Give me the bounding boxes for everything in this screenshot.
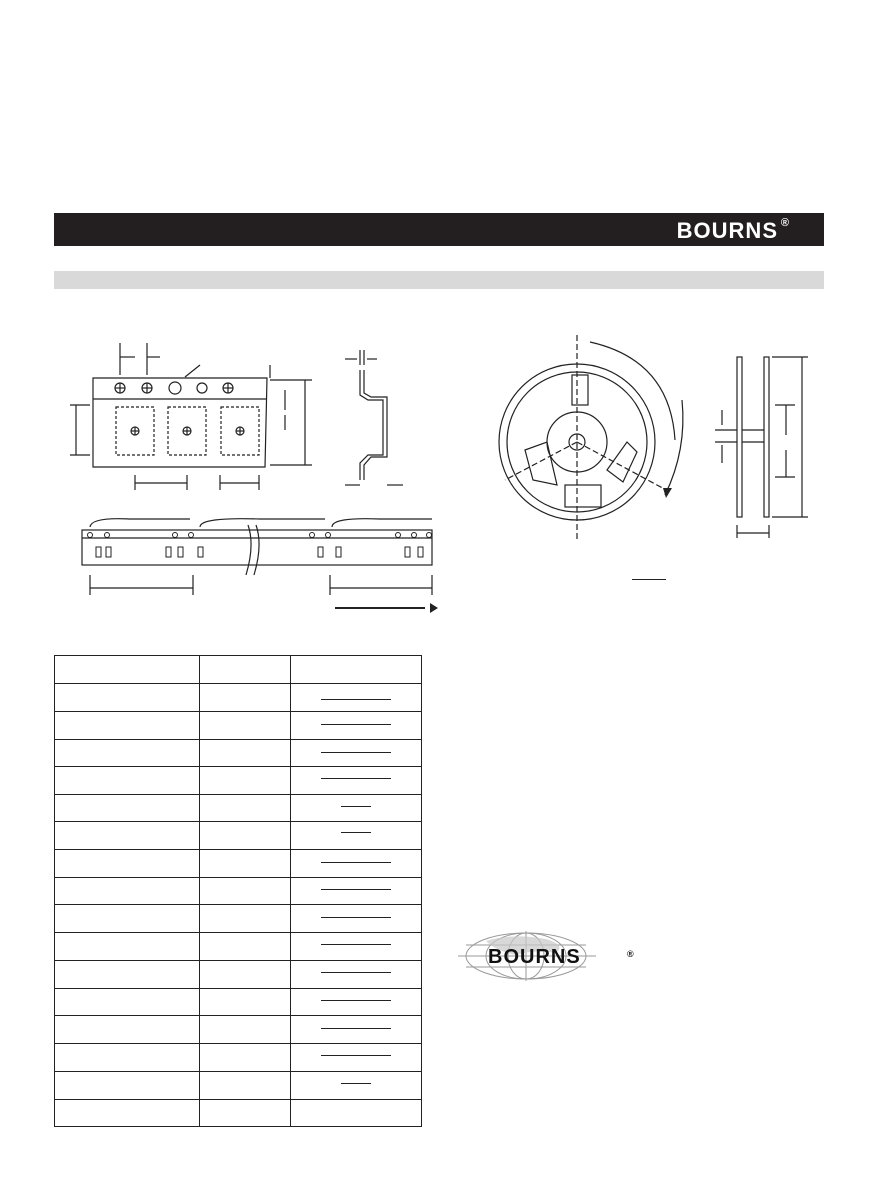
reel-front-view (495, 330, 695, 545)
registered-mark: ® (780, 217, 789, 229)
carrier-tape-section (335, 345, 415, 495)
table-row (55, 767, 421, 795)
spec-table (54, 655, 422, 1127)
table-row (55, 933, 421, 961)
table-row (55, 684, 421, 712)
table-row (55, 1072, 421, 1100)
section-title-bar (54, 271, 824, 289)
table-row (55, 1100, 421, 1126)
table-header-row (55, 656, 421, 684)
table-row (55, 822, 421, 850)
table-row (55, 961, 421, 989)
header-bar (54, 213, 824, 246)
table-row (55, 878, 421, 905)
table-row (55, 712, 421, 740)
footer-brand-logo: BOURNS (488, 946, 581, 968)
table-row (55, 1016, 421, 1044)
reel-caption-underline (632, 579, 666, 580)
reel-side-view (710, 345, 820, 545)
table-row (55, 740, 421, 767)
table-row (55, 989, 421, 1016)
table-row (55, 850, 421, 878)
footer-registered-mark: ® (627, 949, 634, 959)
brand-logo: BOURNS (676, 218, 778, 243)
table-row (55, 795, 421, 822)
table-row (55, 905, 421, 933)
table-row (55, 1044, 421, 1072)
